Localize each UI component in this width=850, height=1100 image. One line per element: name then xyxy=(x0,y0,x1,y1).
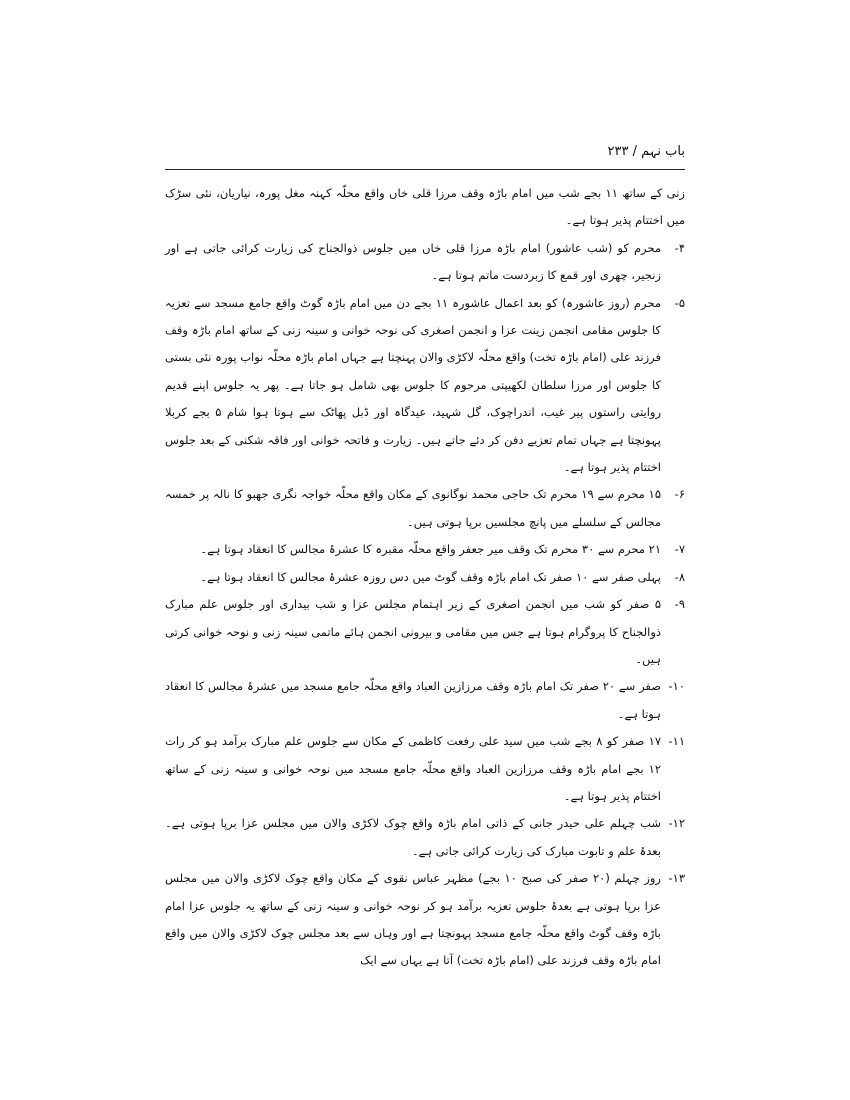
item-number: ۷- xyxy=(674,542,685,557)
list-item xyxy=(165,564,685,591)
list-item xyxy=(165,290,685,482)
item-text: ۲۱ محرم سے ۳۰ محرم تک وقف میر جعفر واقع محلّہ مقبرہ کا عشرۂ مجالس کا انعقاد ہوتا ہے۔ xyxy=(200,542,661,557)
item-number: ۸- xyxy=(674,569,685,584)
item-number: ۱۱- xyxy=(668,734,685,749)
list-item xyxy=(165,235,685,290)
item-text: پہلی صفر سے ۱۰ صفر تک امام باڑہ وقف گوٹ میں دس روزہ عشرۂ مجالس کا انعقاد ہوتا ہے۔ xyxy=(200,569,661,584)
chapter-title: باب نہم xyxy=(641,144,685,159)
item-text: ۵ صفر کو شب میں انجمن اصغری کے زیر اہتمام مجلس عزا و شب بیداری اور جلوس علم مبارک ذوالجناح کا پروگرام ہوتا ہے جس میں مقامی و بیرونی انجمن ہائے ماتمی سینہ زنی و نوحہ خوانی کرتی ہیں۔ xyxy=(165,597,661,666)
page-number: ۲۳۳ xyxy=(607,144,629,159)
page-body xyxy=(165,180,685,975)
header-rule xyxy=(165,169,685,170)
item-text: محرم کو (شب عاشور) امام باڑہ مرزا قلی خاں میں جلوس ذوالجناح کی زیارت کرائی جاتی ہے اور زنجیر، چھری اور قمع کا زبردست ماتم ہوتا ہے۔ xyxy=(165,240,661,283)
running-header xyxy=(165,140,685,170)
item-number: ۶- xyxy=(674,487,685,502)
item-text: صفر سے ۲۰ صفر تک امام باڑہ وقف مرزازین العباد واقع محلّہ جامع مسجد میں عشرۂ مجالس کا انعقاد ہوتا ہے۔ xyxy=(165,679,661,721)
item-number: ۵- xyxy=(674,295,685,310)
header-text xyxy=(608,144,685,159)
list-item xyxy=(165,673,685,728)
list-item xyxy=(165,810,685,865)
item-number: ۹- xyxy=(674,597,685,612)
item-text: ۱۵ محرم سے ۱۹ محرم تک حاجی محمد نوگانوی کے مکان واقع محلّہ خواجہ نگری جھبو کا نالہ پر خمسہ مجالس کے سلسلے میں پانچ مجلسیں برپا ہوتی ہیں۔ xyxy=(165,487,662,529)
list-item xyxy=(165,728,685,810)
item-number: ۱۰- xyxy=(668,679,685,694)
item-text: محرم (روز عاشورہ) کو بعد اعمال عاشورہ ۱۱ بجے دن میں امام باڑہ گوٹ واقع جامع مسجد سے تعزیہ کا جلوس مقامی انجمن زینت عزا و انجمن اصغری کی نوحہ خوانی و سینہ زنی کے ساتھ امام باڑہ وقف فرزند علی (امام باڑہ تخت) واقع محلّہ لاکڑی والان پہنچتا ہے جہاں امام باڑہ محلّہ نواب پورہ نئی بستی کا جلوس اور مرزا سلطان لکھیپتی مرحوم کا جلوس بھی شامل ہو جاتا ہے۔ پھر یہ جلوس اپنے قدیم روایتی راستوں پیر غیب، اندراچوک، گل شہید، عیدگاہ اور ڈبل پھاٹک سے ہوتا ہوا شام ۵ بجے کربلا پہونچتا ہے جہاں تمام تعزیے دفن کر دئے جاتے ہیں۔ زیارت و فاتحہ خوانی اور فاقہ شکنی کے بعد جلوس اختتام پذیر ہوتا ہے۔ xyxy=(165,295,661,475)
item-number: ۱۳- xyxy=(668,871,685,886)
header-separator: / xyxy=(632,144,638,159)
intro-paragraph: زنی کے ساتھ ۱۱ بجے شب میں امام باڑہ وقف مرزا قلی خاں واقع محلّہ کہنہ مغل پورہ، نیاریان، نئی سڑک میں اختتام پذیر ہوتا ہے۔ xyxy=(165,186,685,228)
item-number: ۴- xyxy=(674,240,685,255)
list-item xyxy=(165,481,685,536)
item-text: روز چہلم (۲۰ صفر کی صبح ۱۰ بجے) مظہر عباس نقوی کے مکان واقع چوک لاکڑی والان میں مجلس عزا برپا ہوتی ہے بعدۂ جلوس تعزیہ برآمد ہو کر نوحہ خوانی و سینہ زنی کے ساتھ یہ جلوس عزا امام باڑہ وقف گوٹ واقع محلّہ جامع مسجد پہونچتا ہے اور وہاں سے بعد مجلس چوک لاکڑی والان میں واقع امام باڑہ وقف فرزند علی (امام باڑہ تخت) آتا ہے یہاں سے ایک xyxy=(165,871,661,968)
item-number: ۱۲- xyxy=(668,816,685,831)
item-text: ۱۷ صفر کو ۸ بجے شب میں سید علی رفعت کاظمی کے مکان سے جلوس علم مبارک برآمد ہو کر رات ۱۲ بجے امام باڑہ وقف مرزازین العباد واقع محلّہ جامع مسجد میں نوحہ خوانی و سینہ زنی کے ساتھ اختتام پذیر ہوتا ہے۔ xyxy=(165,734,661,803)
list-item xyxy=(165,536,685,563)
list-item xyxy=(165,591,685,673)
list-item xyxy=(165,865,685,975)
item-text: شب چہلم علی حیدر جانی کے ذاتی امام باڑہ واقع چوک لاکڑی والان میں مجلس عزا برپا ہوتی ہے۔ بعدۂ علم و تابوت مبارک کی زیارت کرائی جاتی ہے۔ xyxy=(165,816,661,858)
